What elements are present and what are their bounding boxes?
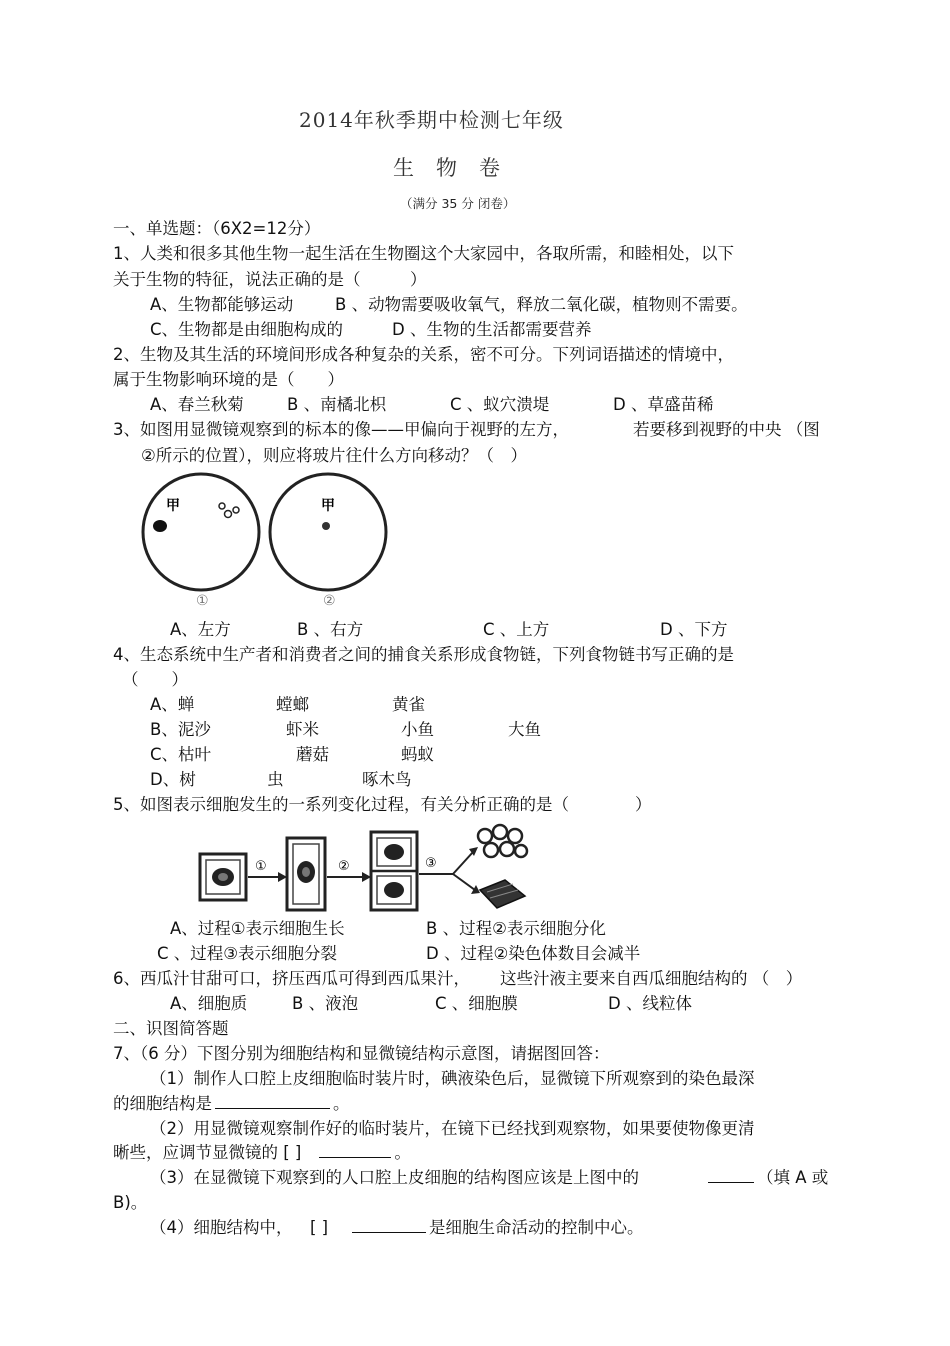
q5-option-a: A、过程①表示细胞生长 [170,919,345,938]
q6-option-d: D 、线粒体 [608,994,692,1013]
q7-part2-blank[interactable] [319,1143,391,1158]
section2-heading: 二、识图简答题 [113,1019,229,1038]
q5-option-b: B 、过程②表示细胞分化 [426,919,606,938]
q6-option-c: C 、细胞膜 [435,994,518,1013]
q4-option-c-item: 蘑菇 [296,745,329,764]
cell-3-nucleus-top [384,844,404,860]
q3-line1b: 若要移到视野的中央 （图 [633,420,820,439]
q4-option-b-item: 大鱼 [508,720,541,739]
specimen-dot-1 [153,520,167,532]
q4-option-b-item: 虾米 [286,720,319,739]
q2-option-c: C 、蚁穴溃堤 [450,395,550,414]
q2-option-d: D 、草盛苗稀 [613,395,714,414]
q7-part4-text: （4）细胞结构中， [150,1218,293,1237]
step-3-label: ③ [425,856,437,871]
step-1-label: ① [255,859,267,874]
q2-line2: 属于生物影响环境的是（ ） [113,370,344,389]
bubble-3 [233,507,239,513]
q1-option-d: D 、生物的生活都需要营养 [392,320,592,339]
q4-option-a-item: 螳螂 [276,695,309,714]
q7-part4-end: 是细胞生命活动的控制中心。 [429,1218,644,1237]
q4-option-b-item: B、泥沙 [150,720,211,739]
q7-part3-blank[interactable] [708,1168,754,1183]
q2-option-b: B 、南橘北枳 [287,395,387,414]
q7-part1-blank[interactable] [215,1094,330,1109]
q3-option-c: C 、上方 [483,620,550,639]
q4-option-b-item: 小鱼 [401,720,434,739]
exam-subtitle: 生物卷 [393,156,522,180]
q7-intro: 7、（6 分）下图分别为细胞结构和显微镜结构示意图，请据图回答： [113,1044,610,1063]
q7-part1-text: 的细胞结构是 [113,1094,212,1113]
q1-option-b: B 、动物需要吸收氧气，释放二氧化碳，植物则不需要。 [335,295,748,314]
q4-option-d-item: D、树 [150,770,196,789]
label-jia-2: 甲 [321,498,335,514]
specimen-dot-2 [322,522,330,530]
q7-part2-line1: （2）用显微镜观察制作好的临时装片，在镜下已经找到观察物，如果要使物像更清 [150,1119,755,1138]
field-of-view-2 [270,474,386,590]
q2-option-a: A、春兰秋菊 [150,395,244,414]
figure-num-2: ② [323,593,336,609]
figure-num-1: ① [196,593,209,609]
q5-line1: 5、如图表示细胞发生的一系列变化过程，有关分析正确的是（ ） [113,795,652,814]
q7-part3-blank-line [708,1168,828,1188]
q7-part1-line2 [113,1094,350,1114]
bubble-1 [219,503,225,509]
q4-line1: 4、生态系统中生产者和消费者之间的捕食关系形成食物链，下列食物链书写正确的是 [113,645,734,664]
q1-option-a: A、生物都能够运动 [150,295,294,314]
q4-option-c-item: 蚂蚁 [401,745,434,764]
section1-heading: 一、单选题：（6X2=12分） [113,219,321,238]
cell-3-nucleus-bottom [384,882,404,898]
q6-line1b: 这些汁液主要来自西瓜细胞结构的 （ ） [500,969,803,988]
q6-option-b: B 、液泡 [292,994,359,1013]
q3-option-a: A、左方 [170,620,231,639]
q1-line2: 关于生物的特征，说法正确的是（ ） [113,270,427,289]
q7-part4-bracket: [ ] [310,1218,329,1237]
q7-part2-end: 。 [394,1143,411,1162]
q4-option-d-item: 啄木鸟 [362,770,412,789]
q7-part2-line2 [113,1143,411,1163]
q5-option-c: C 、过程③表示细胞分裂 [157,944,338,963]
q7-part1-line1: （1）制作人口腔上皮细胞临时装片时，碘液染色后，显微镜下所观察到的染色最深 [150,1069,755,1088]
q1-line1: 1、人类和很多其他生物一起生活在生物圈这个大家园中，各取所需，和睦相处，以下 [113,244,734,263]
tissue-flat-sheet [480,880,525,908]
q3-option-b: B 、右方 [297,620,364,639]
q1-option-c: C、生物都是由细胞构成的 [150,320,344,339]
q3-line1: 3、如图用显微镜观察到的标本的像——甲偏向于视野的左方， [113,420,569,439]
q5-option-d: D 、过程②染色体数目会减半 [426,944,641,963]
q7-part3-line1: （3）在显微镜下观察到的人口腔上皮细胞的结构图应该是上图中的 [150,1168,639,1187]
exam-meta: （满分 35 分 闭卷） [400,196,516,211]
q7-part3-line2: B)。 [113,1193,148,1212]
q5-cell-process-figure [195,822,530,914]
label-jia-1: 甲 [166,498,180,514]
q3-option-d: D 、下方 [660,620,728,639]
q6-line1: 6、西瓜汁甘甜可口，挤压西瓜可得到西瓜果汁， [113,969,470,988]
q4-option-d-item: 虫 [267,770,284,789]
step-2-label: ② [338,859,350,874]
field-of-view-1 [143,474,259,590]
q2-line1: 2、生物及其生活的环境间形成各种复杂的关系，密不可分。下列词语描述的情境中， [113,345,734,364]
tissue-round-cells [478,825,527,857]
q4-option-a-item: A、蝉 [150,695,195,714]
exam-title: 2014年秋季期中检测七年级 [299,108,564,132]
q7-part4-blank[interactable] [352,1218,426,1233]
q7-part2-text: 晰些，应调节显微镜的 [ ] [113,1143,302,1162]
q3-line2: ②所示的位置），则应将玻片往什么方向移动？（ ） [141,446,528,465]
q7-part3-end: （填 A 或 [757,1168,829,1187]
q7-part1-end: 。 [333,1094,350,1113]
q4-line2: （ ） [122,670,188,689]
bubble-2 [225,511,232,518]
q6-option-a: A、细胞质 [170,994,248,1013]
q4-option-c-item: C、枯叶 [150,745,212,764]
q3-microscope-figure [138,470,398,610]
q7-part4-blank-line [352,1218,644,1238]
q4-option-a-item: 黄雀 [392,695,425,714]
